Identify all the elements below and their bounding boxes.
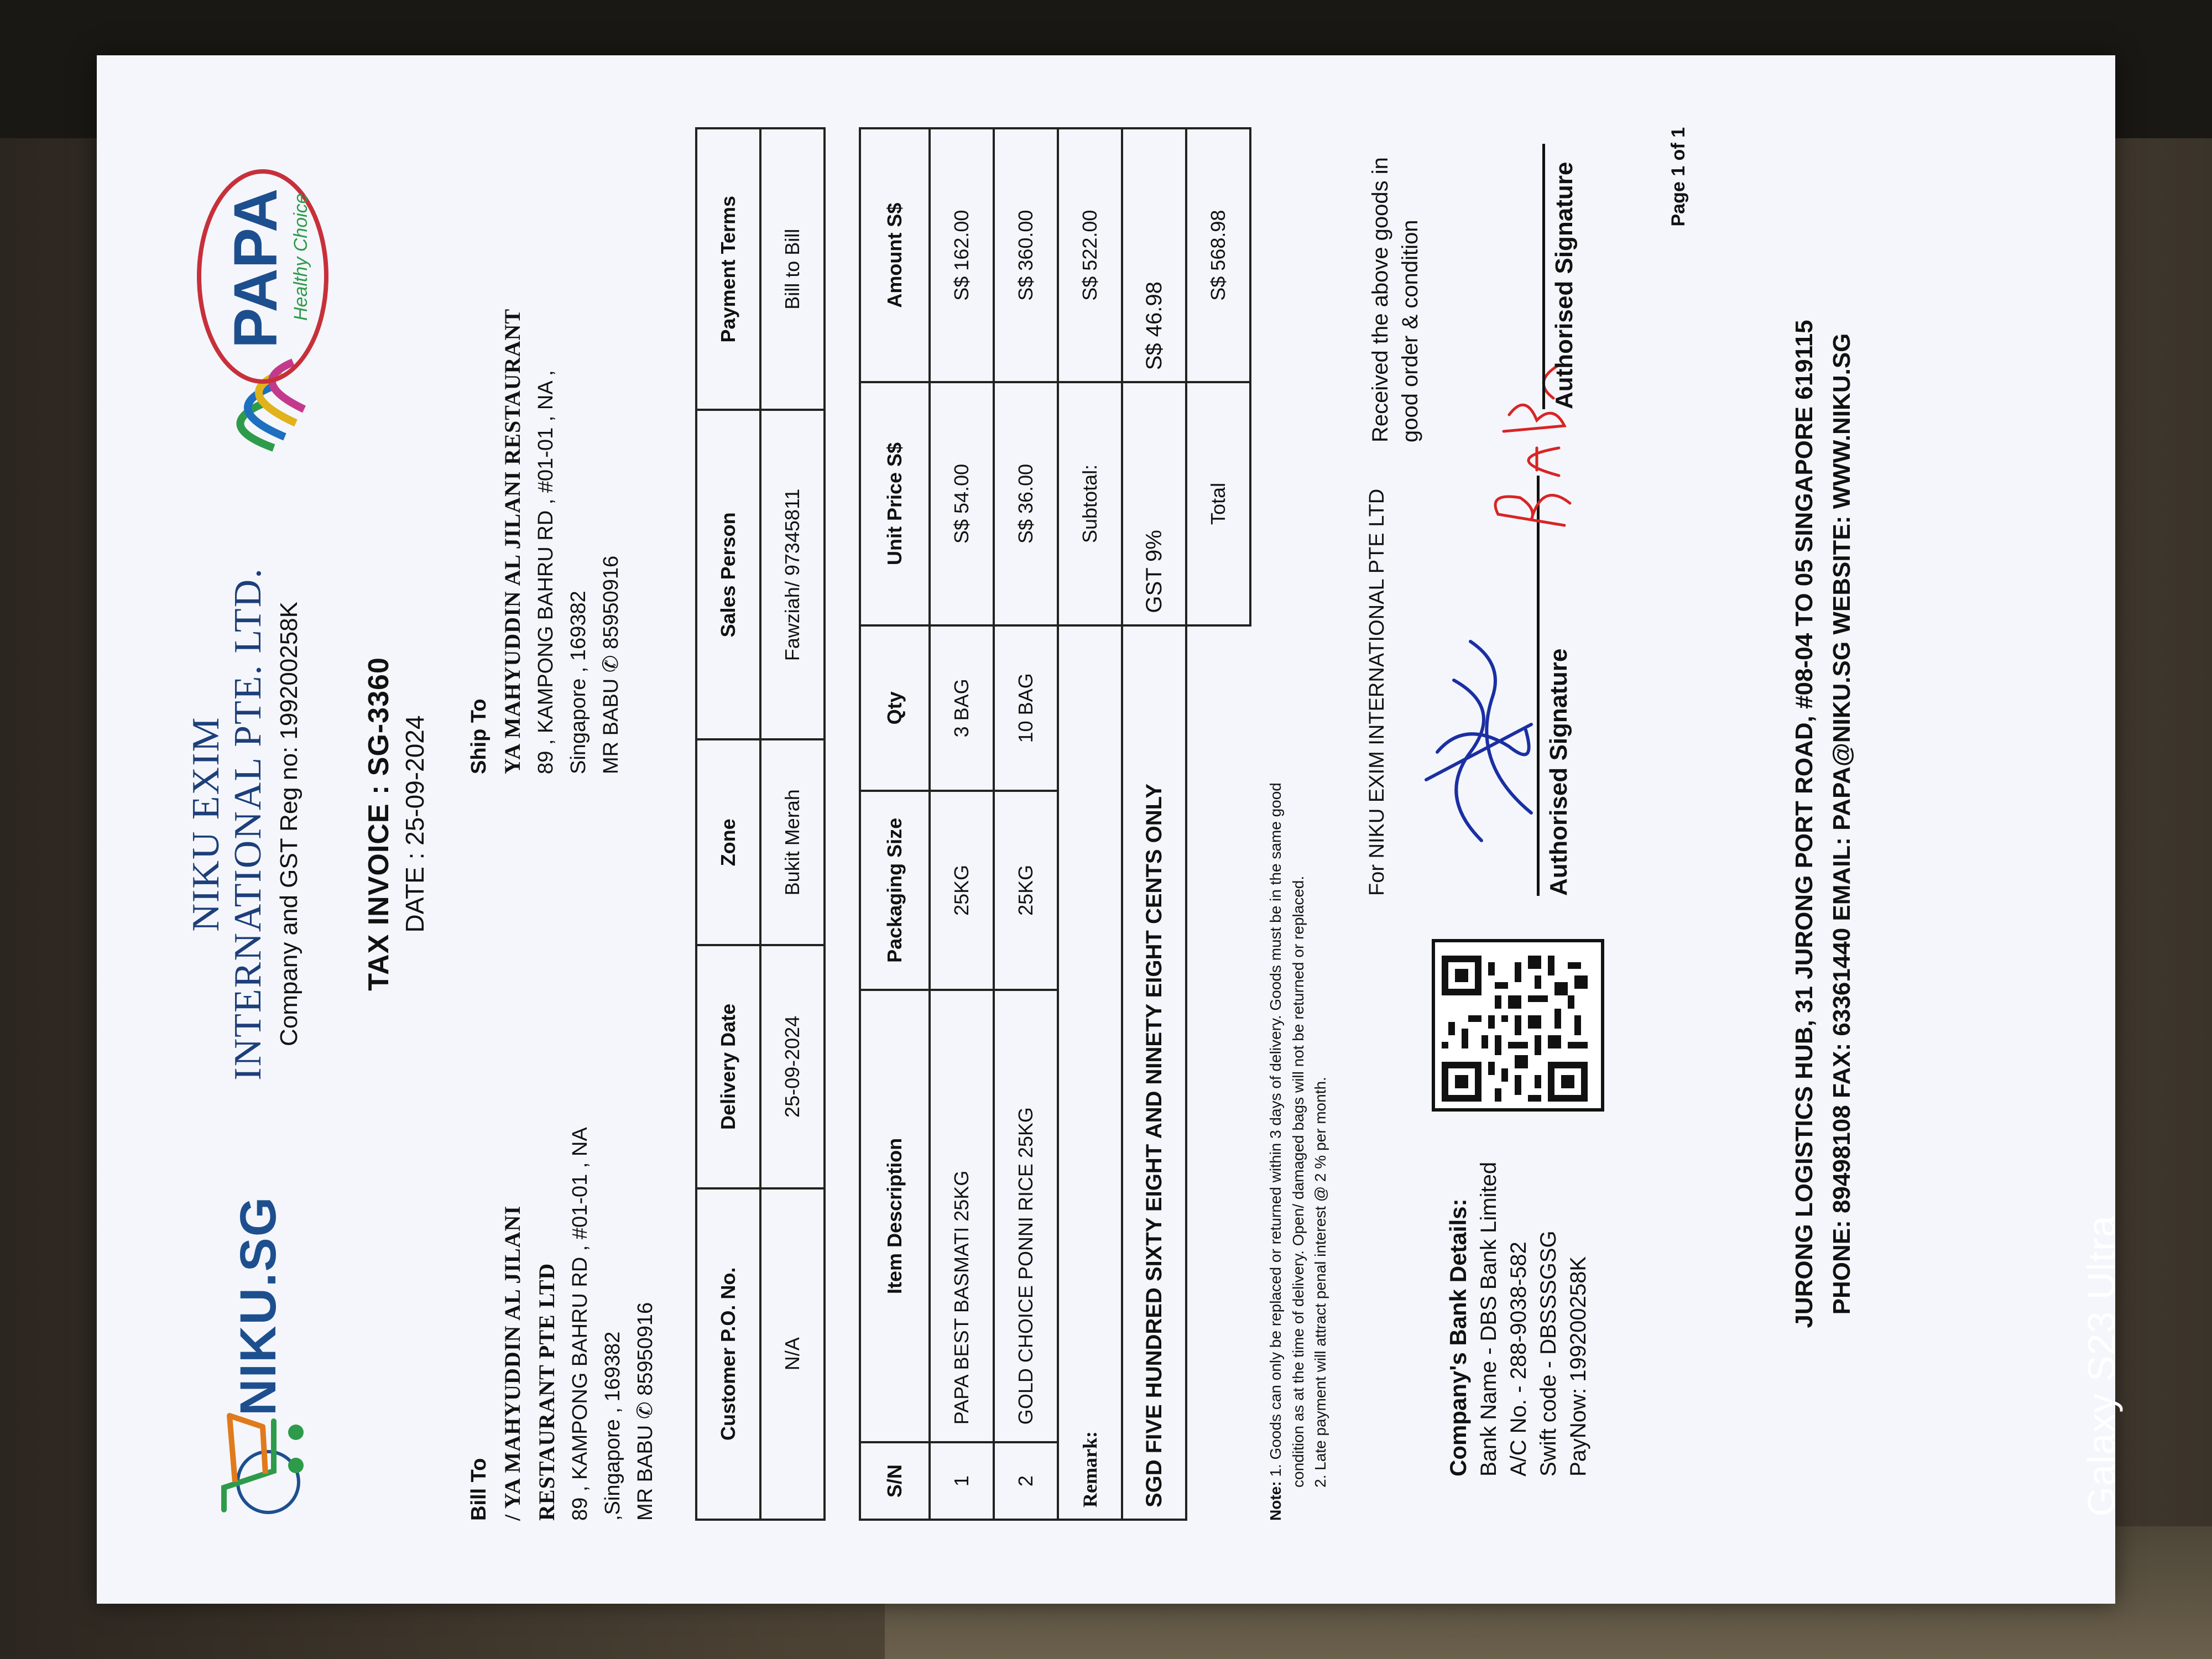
address-row bbox=[463, 127, 695, 1521]
subtotal-label: Subtotal: bbox=[1058, 382, 1122, 625]
item-amount: S$ 162.00 bbox=[930, 128, 994, 382]
items-header-row bbox=[860, 128, 930, 1520]
meta-value-cell: Bill to Bill bbox=[760, 128, 825, 410]
meta-value-cell: Bukit Merah bbox=[760, 739, 825, 945]
meta-value-cell: Fawziah/ 97345811 bbox=[760, 410, 825, 739]
meta-value-cell: 25-09-2024 bbox=[760, 945, 825, 1188]
ship-to-addr2: Singapore , 169382 bbox=[566, 591, 590, 774]
ship-to-block bbox=[463, 138, 628, 774]
paynow-qr-code bbox=[1432, 939, 1604, 1112]
lower-section bbox=[1365, 127, 1752, 1521]
item-sn: 2 bbox=[994, 1442, 1058, 1520]
cart-icon bbox=[207, 1410, 318, 1521]
niku-logo-text: NIKU.SG bbox=[230, 1196, 286, 1416]
ship-to-label: Ship To bbox=[467, 698, 491, 774]
bill-to-label: Bill To bbox=[467, 1458, 491, 1521]
camera-watermark bbox=[2068, 1156, 2135, 1576]
company-name-line2: INTERNATIONAL PTE. LTD. bbox=[226, 567, 269, 1081]
footer-address: JURONG LOGISTICS HUB, 31 JURONG PORT ROAD, #08-04 TO 05 SINGAPORE 619115 bbox=[1790, 320, 1818, 1328]
bill-to-block bbox=[463, 912, 662, 1521]
niku-logo bbox=[196, 1167, 329, 1521]
bank-swift: Swift code - DBSSSGSG bbox=[1536, 1230, 1561, 1477]
items-header-cell: Qty bbox=[860, 625, 930, 791]
bank-heading: Company's Bank Details: bbox=[1444, 1198, 1471, 1477]
footer-contact: PHONE: 89498108 FAX: 63361440 EMAIL: PAPA@NIKU.SG WEBSITE: WWW.NIKU.SG bbox=[1828, 333, 1855, 1315]
gst-label: GST 9% bbox=[1122, 382, 1186, 625]
bill-to-name2: RESTAURANT PTE LTD bbox=[534, 1262, 559, 1521]
item-unit-price: S$ 54.00 bbox=[930, 382, 994, 625]
invoice-title-block bbox=[362, 127, 430, 1521]
items-table bbox=[859, 127, 1251, 1521]
notes-block bbox=[1265, 127, 1332, 1521]
bank-name: Bank Name - DBS Bank Limited bbox=[1477, 1161, 1501, 1477]
item-packaging: 25KG bbox=[930, 791, 994, 990]
bill-to-contact: MR BABU ✆ 85950916 bbox=[633, 1302, 657, 1521]
item-description: PAPA BEST BASMATI 25KG bbox=[930, 990, 994, 1443]
papa-logo bbox=[180, 160, 335, 470]
order-meta-table bbox=[695, 127, 826, 1521]
meta-header-row bbox=[696, 128, 760, 1520]
ship-to-name1: YA MAHYUDDIN AL JILANI RESTAURANT bbox=[499, 308, 525, 774]
meta-header-cell: Payment Terms bbox=[696, 128, 760, 410]
bill-to-addr1: 89 , KAMPONG BAHRU RD , #01-01 , NA bbox=[568, 1127, 592, 1521]
meta-header-cell: Delivery Date bbox=[696, 945, 760, 1188]
amount-in-words: SGD FIVE HUNDRED SIXTY EIGHT AND NINETY EIGHT CENTS ONLY bbox=[1122, 625, 1186, 1520]
gst-row bbox=[1122, 128, 1186, 1520]
papa-logo-tagline: Healthy Choice bbox=[290, 193, 311, 321]
item-description: GOLD CHOICE PONNI RICE 25KG bbox=[994, 990, 1058, 1443]
note-1-cont: condition as at the time of delivery. Open/ damaged bags will not be returned or replaced. bbox=[1289, 875, 1307, 1488]
subtotal-row bbox=[1058, 128, 1122, 1520]
remark-label: Remark: bbox=[1058, 625, 1122, 1520]
item-amount: S$ 360.00 bbox=[994, 128, 1058, 382]
invoice-title: TAX INVOICE : SG-3360 bbox=[363, 657, 395, 991]
receiver-authorised-signature-label: Authorised Signature bbox=[1550, 161, 1578, 409]
meta-header-cell: Zone bbox=[696, 739, 760, 945]
meta-header-cell: Sales Person bbox=[696, 410, 760, 739]
papa-logo-mark bbox=[180, 160, 335, 470]
company-reg: Company and GST Reg no: 199200258K bbox=[275, 602, 303, 1046]
company-signature-block bbox=[1365, 465, 1572, 896]
company-block bbox=[185, 514, 303, 1134]
bank-paynow: PayNow: 199200258K bbox=[1566, 1256, 1591, 1477]
page-number: Page 1 of 1 bbox=[1667, 127, 1689, 227]
item-qty: 3 BAG bbox=[930, 625, 994, 791]
invoice-date: DATE : 25-09-2024 bbox=[400, 715, 429, 933]
items-header-cell: Packaging Size bbox=[860, 791, 930, 990]
bank-account: A/C No. - 288-9038-582 bbox=[1506, 1241, 1531, 1477]
qr-code-icon bbox=[1435, 949, 1594, 1108]
ship-to-contact: MR BABU ✆ 85950916 bbox=[599, 555, 623, 774]
meta-value-row bbox=[760, 128, 825, 1520]
total-label: Total bbox=[1186, 382, 1250, 625]
items-header-cell: Item Description bbox=[860, 990, 930, 1443]
meta-value-cell: N/A bbox=[760, 1188, 825, 1520]
papa-logo-text: PAPA bbox=[222, 188, 290, 348]
item-qty: 10 BAG bbox=[994, 625, 1058, 791]
total-row bbox=[1186, 128, 1250, 1520]
item-unit-price: S$ 36.00 bbox=[994, 382, 1058, 625]
items-header-cell: Amount S$ bbox=[860, 128, 930, 382]
company-name-line1: NIKU EXIM bbox=[185, 716, 227, 932]
note-1: 1. Goods can only be replaced or returned within 3 days of delivery. Goods must be in the same good bbox=[1267, 782, 1284, 1477]
for-company-label: For NIKU EXIM INTERNATIONAL PTE LTD bbox=[1365, 488, 1389, 896]
items-header-cell: S/N bbox=[860, 1442, 930, 1520]
notes-label: Note: bbox=[1267, 1481, 1284, 1521]
items-header-cell: Unit Price S$ bbox=[860, 382, 930, 625]
invoice-header bbox=[174, 127, 340, 1521]
blue-signature-image bbox=[1404, 630, 1559, 863]
note-2: 2. Late payment will attract penal interest @ 2 % per month. bbox=[1312, 1077, 1329, 1488]
bill-to-name1: / YA MAHYUDDIN AL JILANI bbox=[499, 1205, 525, 1521]
ship-to-addr1: 89 , KAMPONG BAHRU RD , #01-01 , NA , bbox=[534, 370, 557, 774]
subtotal-value: S$ 522.00 bbox=[1058, 128, 1122, 382]
total-value: S$ 568.98 bbox=[1186, 128, 1250, 382]
table-row bbox=[994, 128, 1058, 1520]
bill-to-addr2: ,Singapore , 169382 bbox=[601, 1331, 624, 1521]
item-packaging: 25KG bbox=[994, 791, 1058, 990]
item-sn: 1 bbox=[930, 1442, 994, 1520]
gst-value: S$ 46.98 bbox=[1122, 128, 1186, 382]
receiver-signature-line bbox=[1542, 144, 1545, 409]
received-statement: Received the above goods in good order & condition bbox=[1368, 157, 1422, 442]
receiver-signature-block bbox=[1365, 133, 1578, 442]
invoice-sheet bbox=[97, 55, 2115, 1604]
table-row bbox=[930, 128, 994, 1520]
meta-header-cell: Customer P.O. No. bbox=[696, 1188, 760, 1520]
camera-watermark-text: Galaxy S23 Ultra bbox=[2080, 1215, 2123, 1517]
authorised-signature-label: Authorised Signature bbox=[1545, 648, 1572, 896]
invoice-footer bbox=[1667, 127, 1861, 1521]
